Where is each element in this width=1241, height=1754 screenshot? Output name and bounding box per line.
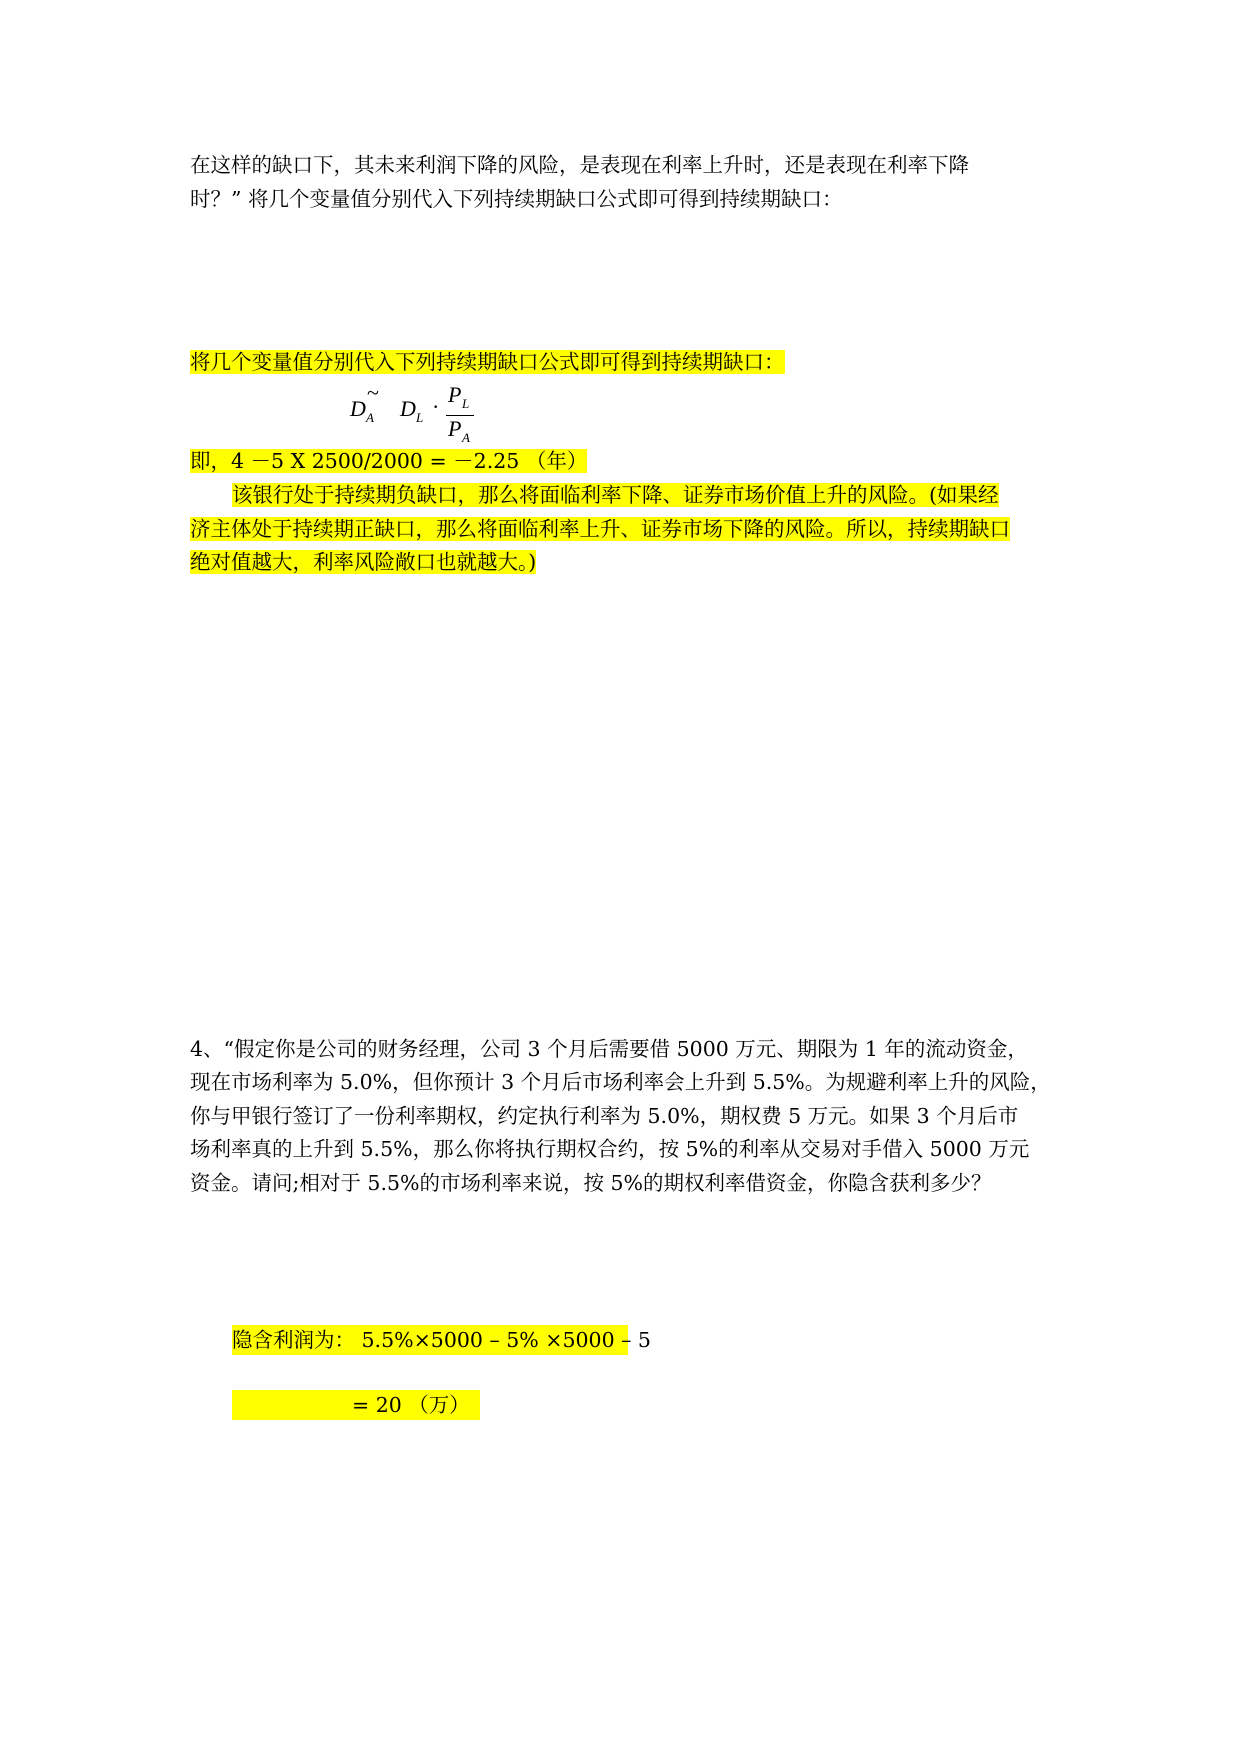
formula-d-l-sub: L	[416, 410, 424, 425]
formula-p-l: P	[448, 382, 462, 407]
formula-p-a: P	[448, 416, 462, 441]
explanation-line	[190, 514, 1010, 544]
question-line: 你与甲银行签订了一份利率期权，约定执行利率为 5.0%，期权费 5 万元。如果 3 个月后市	[190, 1104, 1019, 1128]
formula-intro-text: 将几个变量值分别代入下列持续期缺口公式即可得到持续期缺口：	[190, 350, 785, 374]
answer-line	[232, 1325, 651, 1355]
formula-dot: ·	[432, 394, 440, 419]
formula-tilde: ~	[367, 380, 379, 405]
question-line: 4、“假定你是公司的财务经理，公司 3 个月后需要借 5000 万元、期限为 1 年的流动资金，	[190, 1037, 1028, 1061]
answer-result	[232, 1390, 480, 1420]
formula-d-a: D	[350, 396, 366, 421]
calculation-line	[190, 446, 587, 476]
explanation-line	[190, 547, 536, 577]
question-line: 资金。请问;相对于 5.5%的市场利率来说，按 5%的期权利率借资金，你隐含获利多少？	[190, 1171, 992, 1195]
answer-result-line	[232, 1390, 480, 1420]
paragraph-line: 时？” 将几个变量值分别代入下列持续期缺口公式即可得到持续期缺口：	[190, 187, 843, 211]
formula-p-a-sub: A	[462, 430, 470, 445]
explanation-text: 该银行处于持续期负缺口，那么将面临利率下降、证券市场价值上升的风险。(如果经	[232, 483, 999, 507]
answer-result-text: = 20 （万）	[352, 1393, 470, 1417]
explanation-line	[232, 480, 999, 510]
formula-p-l-sub: L	[462, 396, 470, 411]
explanation-text: 绝对值越大，利率风险敞口也就越大。)	[190, 550, 537, 574]
explanation-text: 济主体处于持续期正缺口，那么将面临利率上升、证券市场下降的风险。所以，持续期缺口	[190, 517, 1010, 541]
duration-gap-formula	[350, 382, 480, 444]
answer-text: 隐含利润为： 5.5%×5000 – 5% ×5000 – 5	[232, 1325, 628, 1355]
question-line: 场利率真的上升到 5.5%，那么你将执行期权合约，按 5%的利率从交易对手借入 5000 万元	[190, 1137, 1030, 1161]
paragraph-line: 在这样的缺口下，其未来利润下降的风险，是表现在利率上升时，还是表现在利率下降	[190, 153, 969, 177]
calculation-text: 即，4 －5 X 2500/2000 = －2.25 （年）	[190, 449, 588, 473]
formula-d-l: D	[400, 396, 416, 421]
formula-d-a-sub: A	[366, 410, 374, 425]
formula-intro	[190, 347, 785, 377]
question-line: 现在市场利率为 5.0%，但你预计 3 个月后市场利率会上升到 5.5%。为规避利率上升的风险，	[190, 1070, 1051, 1094]
